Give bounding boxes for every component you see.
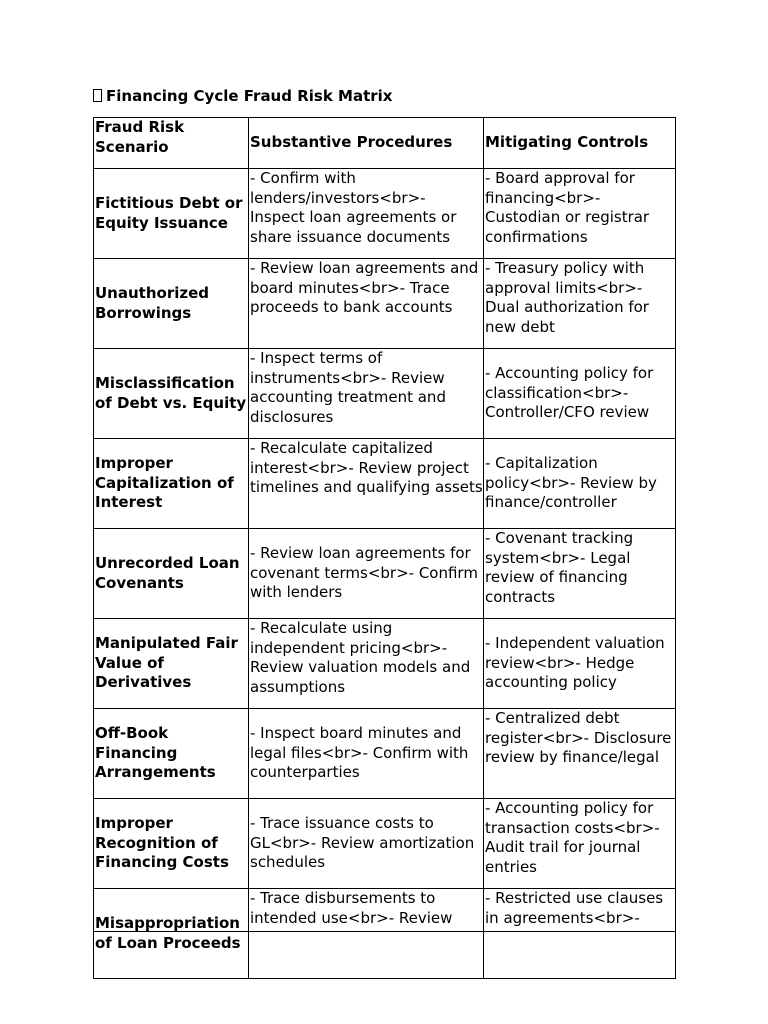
- scenario-cell: Manipulated Fair Value of Derivatives: [94, 619, 249, 709]
- table-row: [94, 619, 676, 709]
- scenario-cell: Improper Capitalization of Interest: [94, 439, 249, 529]
- table-row: [94, 349, 676, 439]
- missing-glyph-icon: [93, 89, 102, 102]
- page-title-text: Financing Cycle Fraud Risk Matrix: [106, 87, 393, 105]
- scenario-cell: Fictitious Debt or Equity Issuance: [94, 169, 249, 259]
- scenario-cell: Off-Book Financing Arrangements: [94, 709, 249, 799]
- controls-cell: - Independent valuation review<br>- Hedge accounting policy: [484, 619, 676, 709]
- table-row: [94, 799, 676, 889]
- procedures-cell: - Trace issuance costs to GL<br>- Review amortization schedules: [249, 799, 484, 889]
- risk-matrix-table: [93, 117, 676, 979]
- controls-cell: - Covenant tracking system<br>- Legal review of financing contracts: [484, 529, 676, 619]
- procedures-cell: - Confirm with lenders/investors<br>- Inspect loan agreements or share issuance documents: [249, 169, 484, 259]
- scenario-cell: Misappropriation of Loan Proceeds: [94, 889, 249, 979]
- controls-cell: - Restricted use clauses in agreements<br>-: [484, 889, 676, 979]
- procedures-cell: - Review loan agreements and board minutes<br>- Trace proceeds to bank accounts: [249, 259, 484, 349]
- risk-matrix-table-container: [93, 117, 675, 952]
- procedures-cell: - Trace disbursements to intended use<br>- Review: [249, 889, 484, 979]
- controls-cell: - Treasury policy with approval limits<br>- Dual authorization for new debt: [484, 259, 676, 349]
- controls-cell: - Capitalization policy<br>- Review by finance/controller: [484, 439, 676, 529]
- page-title: [93, 87, 392, 105]
- table-row: [94, 889, 676, 979]
- table-row: [94, 439, 676, 529]
- controls-cell: - Board approval for financing<br>- Custodian or registrar confirmations: [484, 169, 676, 259]
- procedures-cell: - Recalculate using independent pricing<br>- Review valuation models and assumptions: [249, 619, 484, 709]
- table-row: [94, 169, 676, 259]
- column-header-procedures: Substantive Procedures: [249, 118, 484, 169]
- table-header-row: [94, 118, 676, 169]
- controls-cell: - Accounting policy for classification<br>- Controller/CFO review: [484, 349, 676, 439]
- scenario-cell: Improper Recognition of Financing Costs: [94, 799, 249, 889]
- procedures-cell: - Inspect terms of instruments<br>- Review accounting treatment and disclosures: [249, 349, 484, 439]
- column-header-scenario: Fraud Risk Scenario: [94, 118, 249, 169]
- controls-cell: - Accounting policy for transaction costs<br>- Audit trail for journal entries: [484, 799, 676, 889]
- controls-cell: - Centralized debt register<br>- Disclosure review by finance/legal: [484, 709, 676, 799]
- scenario-cell: Unauthorized Borrowings: [94, 259, 249, 349]
- scenario-cell: Unrecorded Loan Covenants: [94, 529, 249, 619]
- scenario-cell: Misclassification of Debt vs. Equity: [94, 349, 249, 439]
- procedures-cell: - Recalculate capitalized interest<br>- Review project timelines and qualifying assets: [249, 439, 484, 529]
- procedures-cell: - Inspect board minutes and legal files<br>- Confirm with counterparties: [249, 709, 484, 799]
- table-row: [94, 529, 676, 619]
- column-header-controls: Mitigating Controls: [484, 118, 676, 169]
- table-row: [94, 709, 676, 799]
- table-row: [94, 259, 676, 349]
- procedures-cell: - Review loan agreements for covenant terms<br>- Confirm with lenders: [249, 529, 484, 619]
